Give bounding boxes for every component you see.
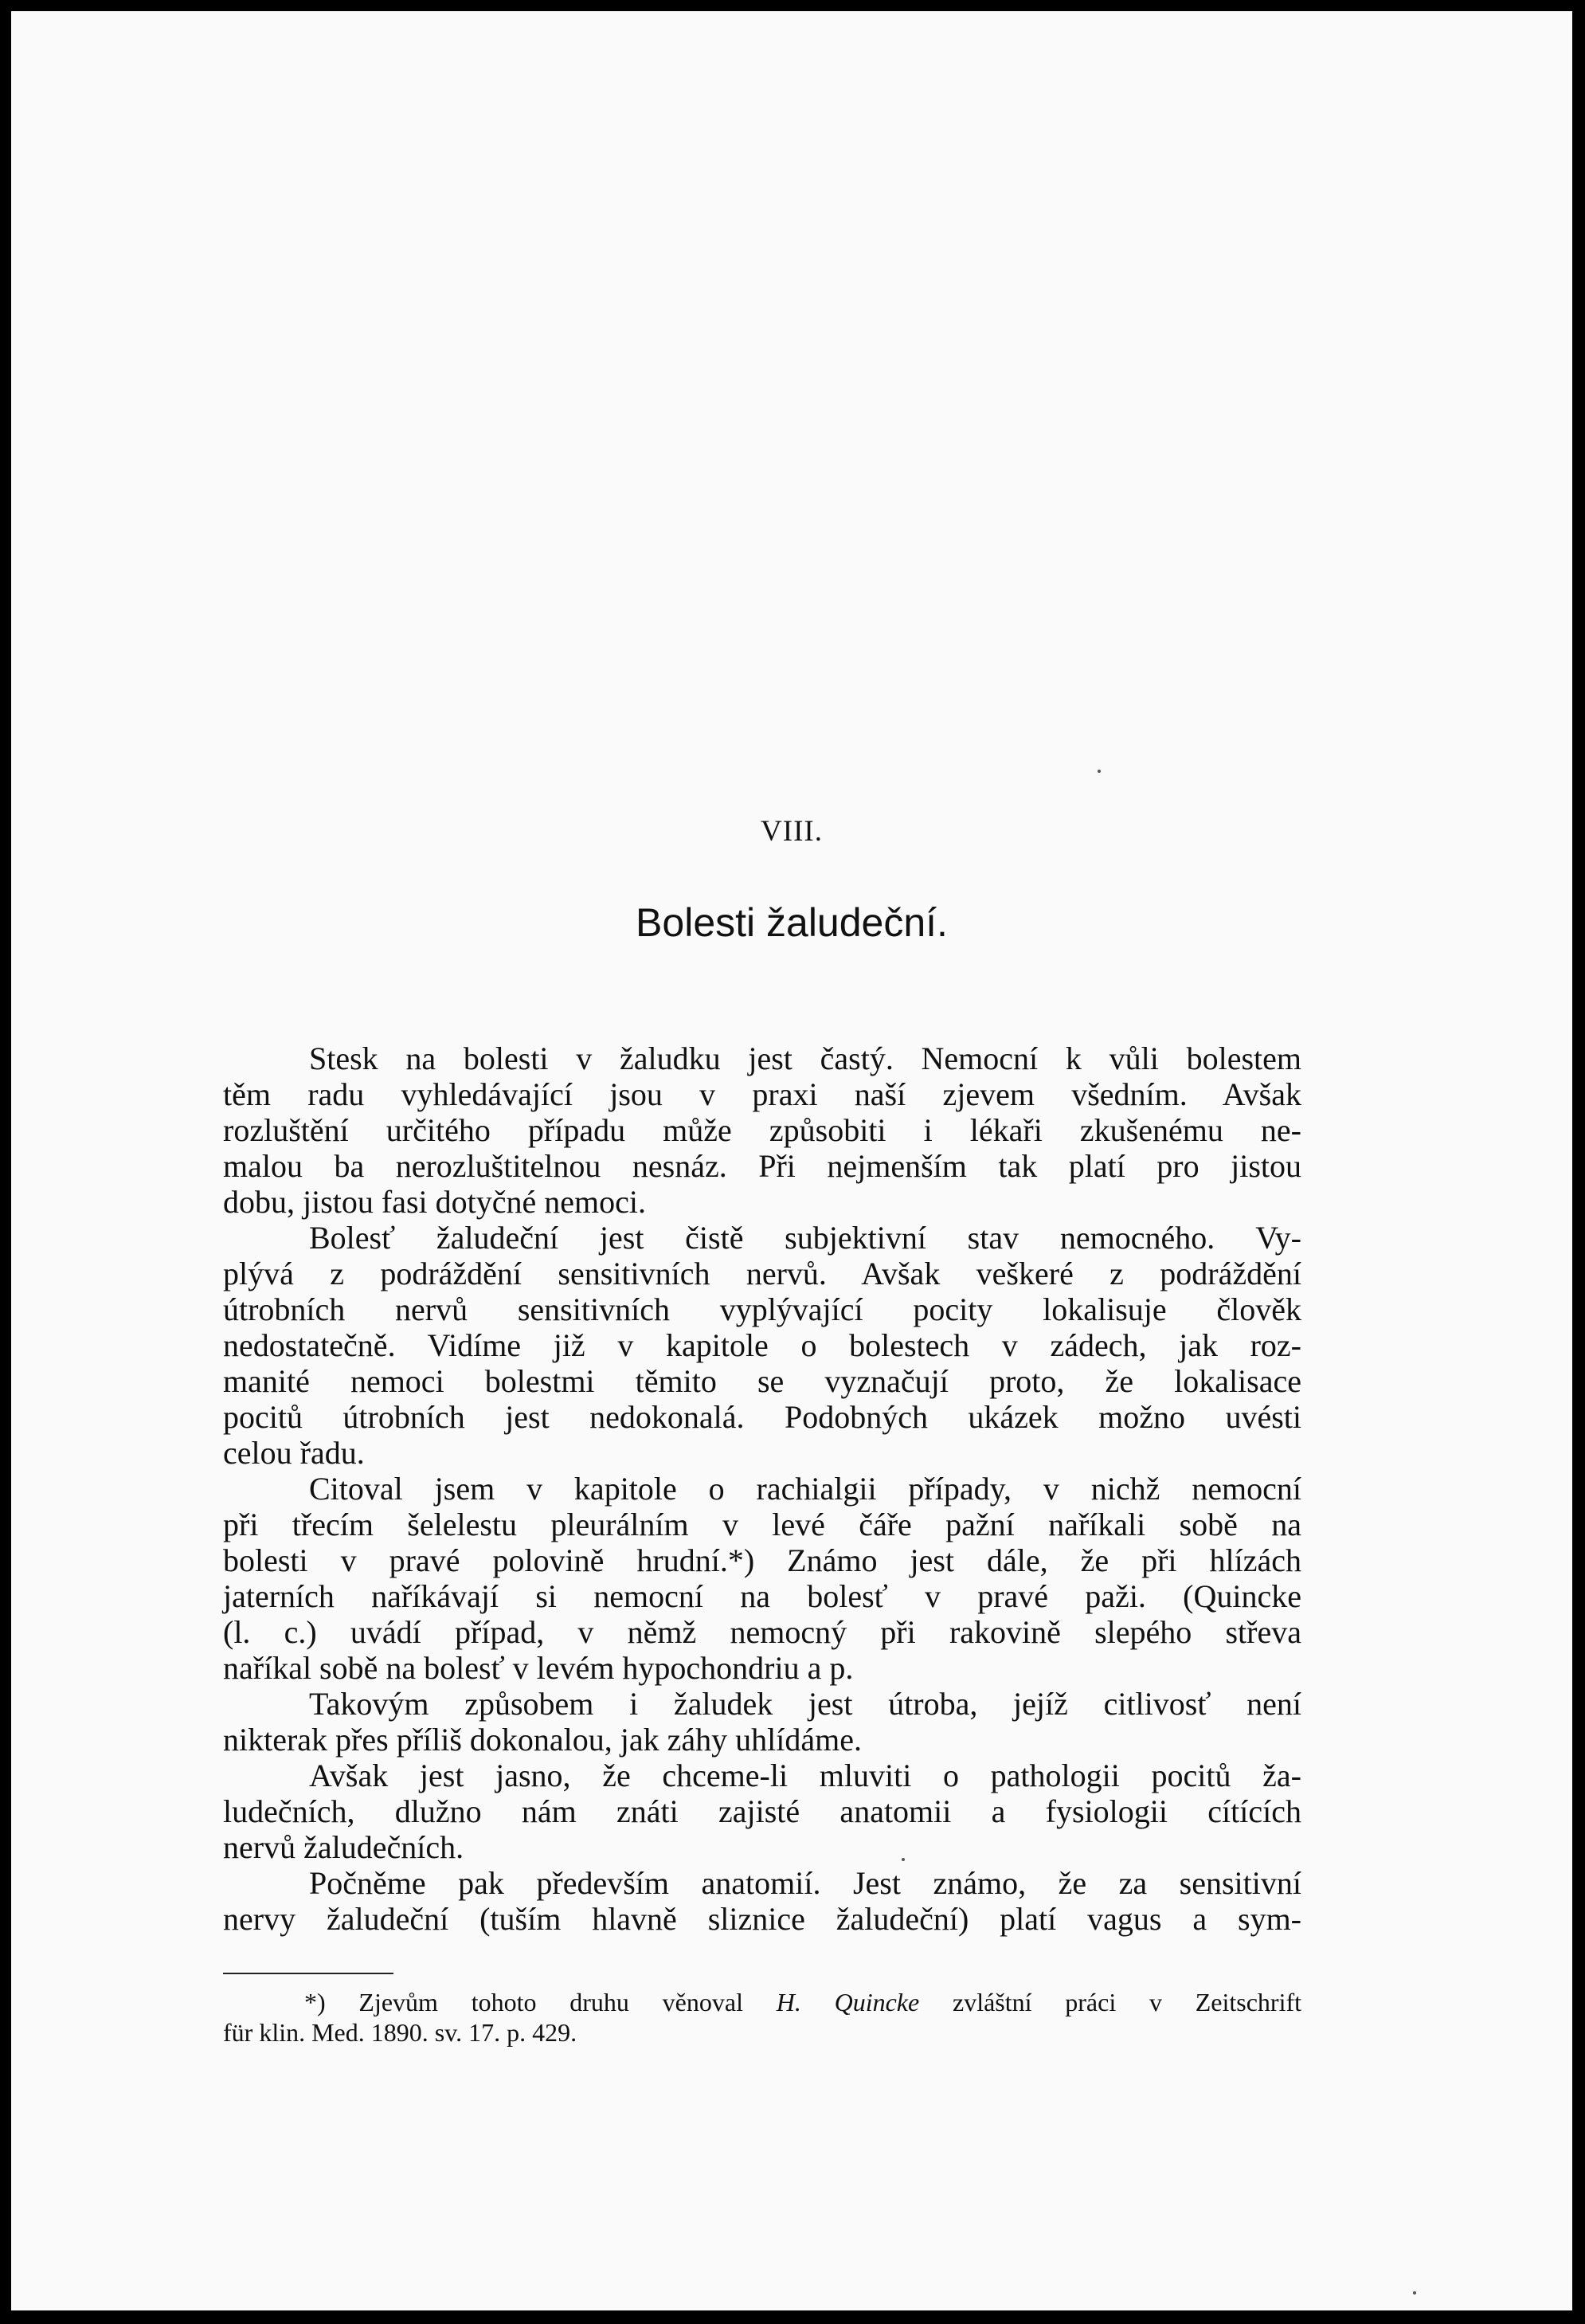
text-line: Takovým způsobem i žaludek jest útroba, jejíž citlivosť není — [309, 1686, 1301, 1722]
text-line: rozluštění určitého případu může způsobiti i lékaři zkušenému ne- — [223, 1112, 1301, 1148]
text-line: nervů žaludečních. — [223, 1829, 464, 1865]
text-line: bolesti v pravé polovině hrudní.*) Známo jest dále, že při hlízách — [223, 1542, 1301, 1578]
footnote-text: zvláštní práci v Zeitschrift — [952, 1988, 1302, 2016]
print-speck — [1413, 2291, 1416, 2295]
text-line: ludečních, dlužno nám znáti zajisté anatomii a fysiologii cítících — [223, 1793, 1301, 1829]
paragraph-5 — [223, 1758, 1301, 1865]
text-line: těm radu vyhledávající jsou v praxi naší zjevem všedním. Avšak — [223, 1076, 1301, 1112]
text-line: Citoval jsem v kapitole o rachialgii případy, v nichž nemocní — [309, 1471, 1301, 1507]
footnote-author: H. Quincke — [776, 1988, 920, 2016]
text-line: Avšak jest jasno, že chceme-li mluviti o pathologii pocitů ža- — [309, 1758, 1301, 1793]
text-line: útrobních nervů sensitivních vyplývající pocity lokalisuje člověk — [223, 1291, 1301, 1327]
footnote-line: für klin. Med. 1890. sv. 17. p. 429. — [223, 2018, 577, 2047]
text-line: Stesk na bolesti v žaludku jest častý. Nemocní k vůli bolestem — [309, 1041, 1301, 1076]
text-line: nervy žaludeční (tuším hlavně sliznice žaludeční) platí vagus a sym- — [223, 1901, 1301, 1937]
text-line: (l. c.) uvádí případ, v němž nemocný při rakovině slepého střeva — [223, 1614, 1301, 1650]
footnote-mark: *) Zjevům tohoto druhu věnoval — [304, 1988, 743, 2016]
text-line: Počněme pak především anatomií. Jest známo, že za sensitivní — [309, 1865, 1301, 1901]
body-text — [223, 1041, 1301, 1937]
text-line: celou řadu. — [223, 1435, 365, 1471]
print-speck — [1098, 770, 1101, 773]
paragraph-2 — [223, 1220, 1301, 1471]
paragraph-3 — [223, 1471, 1301, 1686]
footnote-divider — [223, 1973, 393, 1974]
text-line: jaterních naříkávají si nemocní na bolesť v pravé paži. (Quincke — [223, 1578, 1301, 1614]
chapter-number: VIII. — [761, 815, 823, 848]
book-page — [11, 11, 1572, 2310]
text-line: Bolesť žaludeční jest čistě subjektivní stav nemocného. Vy- — [309, 1220, 1301, 1256]
text-line: manité nemoci bolestmi těmito se vyznačují proto, že lokalisace — [223, 1363, 1301, 1399]
paragraph-6 — [223, 1865, 1301, 1937]
text-line: pocitů útrobních jest nedokonalá. Podobných ukázek možno uvésti — [223, 1399, 1301, 1435]
paragraph-1 — [223, 1041, 1301, 1220]
footnote — [223, 1987, 1301, 2048]
paragraph-4 — [223, 1686, 1301, 1758]
chapter-title: Bolesti žaludeční. — [636, 900, 948, 945]
text-line: nedostatečně. Vidíme již v kapitole o bolestech v zádech, jak roz- — [223, 1327, 1301, 1363]
text-line: malou ba nerozluštitelnou nesnáz. Při nejmenším tak platí pro jistou — [223, 1148, 1301, 1184]
text-line: nikterak přes příliš dokonalou, jak záhy uhlídáme. — [223, 1722, 863, 1758]
text-line: plývá z podráždění sensitivních nervů. Avšak veškeré z podráždění — [223, 1256, 1301, 1291]
text-line: dobu, jistou fasi dotyčné nemoci. — [223, 1184, 647, 1220]
footnote-line — [223, 1987, 1301, 2017]
text-line: naříkal sobě na bolesť v levém hypochondriu a p. — [223, 1650, 854, 1686]
text-line: při třecím šelelestu pleurálním v levé čáře pažní naříkali sobě na — [223, 1507, 1301, 1542]
print-speck — [902, 1858, 905, 1861]
